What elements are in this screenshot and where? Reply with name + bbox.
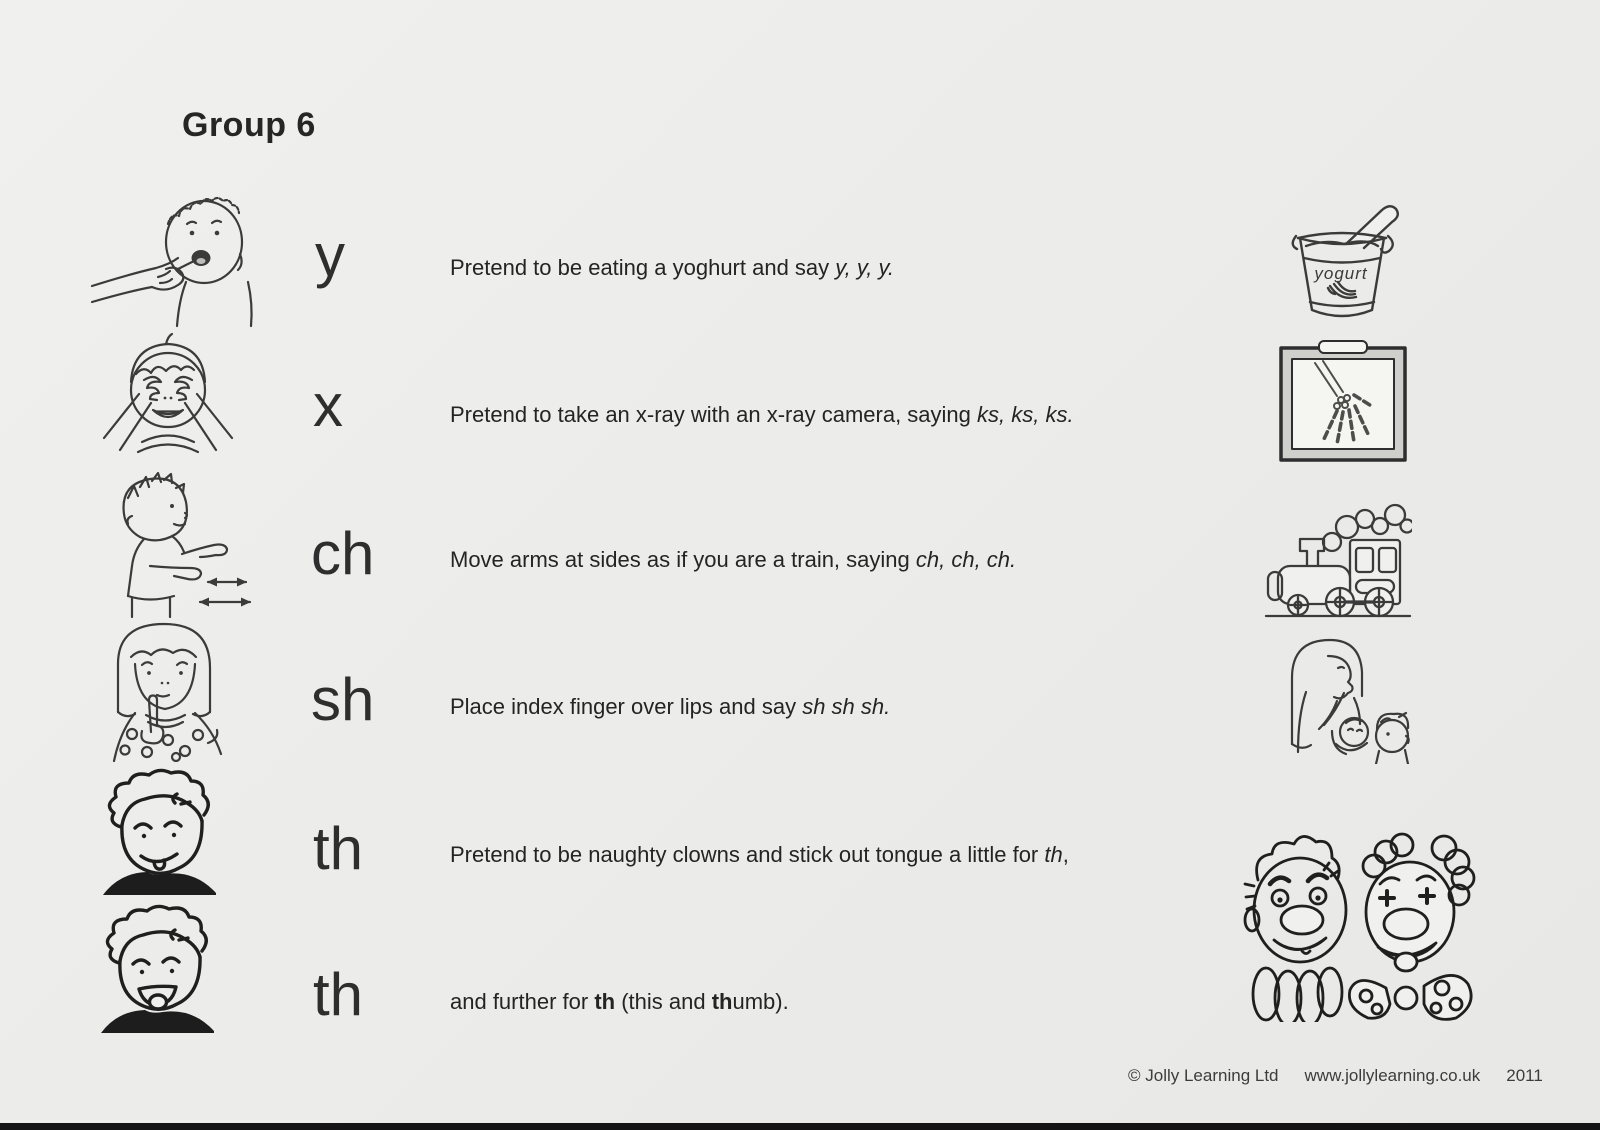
boy-tongue-further-icon (96, 897, 222, 1033)
action-illustration-child-train-arms (86, 468, 256, 618)
object-illustration-train (1262, 498, 1412, 620)
sound-letter-x: x (313, 372, 343, 439)
two-clowns-icon (1228, 808, 1480, 1022)
description-segment: and further for (450, 989, 595, 1014)
steam-train-icon (1262, 498, 1412, 620)
footer (1128, 1066, 1543, 1086)
child-xray-camera-icon (92, 330, 244, 458)
sound-description-sh (450, 694, 890, 720)
sound-letter-sh: sh (311, 666, 375, 733)
description-segment: th (711, 989, 733, 1014)
footer-copyright: © Jolly Learning Ltd (1128, 1066, 1279, 1085)
boy-tongue-little-icon (98, 765, 224, 895)
sound-description-x (450, 402, 1074, 428)
description-segment: ks, ks, ks. (977, 402, 1074, 427)
sound-description-ch (450, 547, 1016, 573)
sound-description-y (450, 255, 894, 281)
action-illustration-child-eating-yoghurt (88, 190, 266, 332)
object-illustration-two-clowns (1228, 808, 1480, 1022)
page-title: Group 6 (182, 106, 316, 144)
girl-finger-over-lips-icon (90, 612, 242, 762)
object-illustration-xray (1275, 336, 1411, 464)
description-segment: th (594, 989, 616, 1014)
description-segment: y, y, y. (835, 255, 894, 280)
sound-description-th-unvoiced (450, 989, 789, 1015)
description-segment: , (1062, 842, 1069, 867)
sound-description-th-voiced (450, 842, 1069, 868)
action-illustration-child-taking-xray (92, 330, 244, 458)
action-illustration-girl-finger-over-lips (90, 612, 242, 762)
motion-arrows-icon (199, 578, 251, 607)
mother-hushing-icon (1262, 630, 1412, 764)
sound-letter-th-voiced: th (313, 815, 364, 882)
sound-letter-th-unvoiced: th (313, 961, 364, 1028)
description-segment: sh sh sh. (802, 694, 891, 719)
xray-hand-icon (1275, 336, 1411, 464)
object-illustration-yoghurt-pot (1272, 196, 1412, 330)
sound-letter-y: y (315, 222, 345, 289)
child-train-arms-icon (86, 468, 256, 618)
yoghurt-pot-icon (1272, 196, 1412, 330)
description-segment: ch, ch, ch. (915, 547, 1017, 572)
description-segment: Place index finger over lips and say (450, 694, 803, 719)
description-segment: Pretend to be eating a yoghurt and say (450, 255, 836, 280)
description-segment: umb). (732, 989, 789, 1014)
footer-website: www.jollylearning.co.uk (1304, 1066, 1481, 1085)
description-segment: th (1044, 842, 1063, 867)
action-illustration-boy-tongue-little (98, 765, 224, 895)
child-eating-yoghurt-icon (88, 190, 266, 332)
action-illustration-boy-tongue-further (96, 897, 222, 1033)
description-segment: (this and (615, 989, 712, 1014)
object-illustration-mother-baby (1262, 630, 1412, 764)
footer-year: 2011 (1506, 1066, 1543, 1085)
scan-bottom-edge (0, 1123, 1600, 1130)
description-segment: Move arms at sides as if you are a train, saying (450, 547, 916, 572)
sound-letter-ch: ch (311, 520, 375, 587)
description-segment: Pretend to take an x-ray with an x-ray camera, saying (450, 402, 978, 427)
description-segment: Pretend to be naughty clowns and stick out tongue a little for (450, 842, 1045, 867)
yoghurt-label: yogurt (1314, 264, 1368, 283)
